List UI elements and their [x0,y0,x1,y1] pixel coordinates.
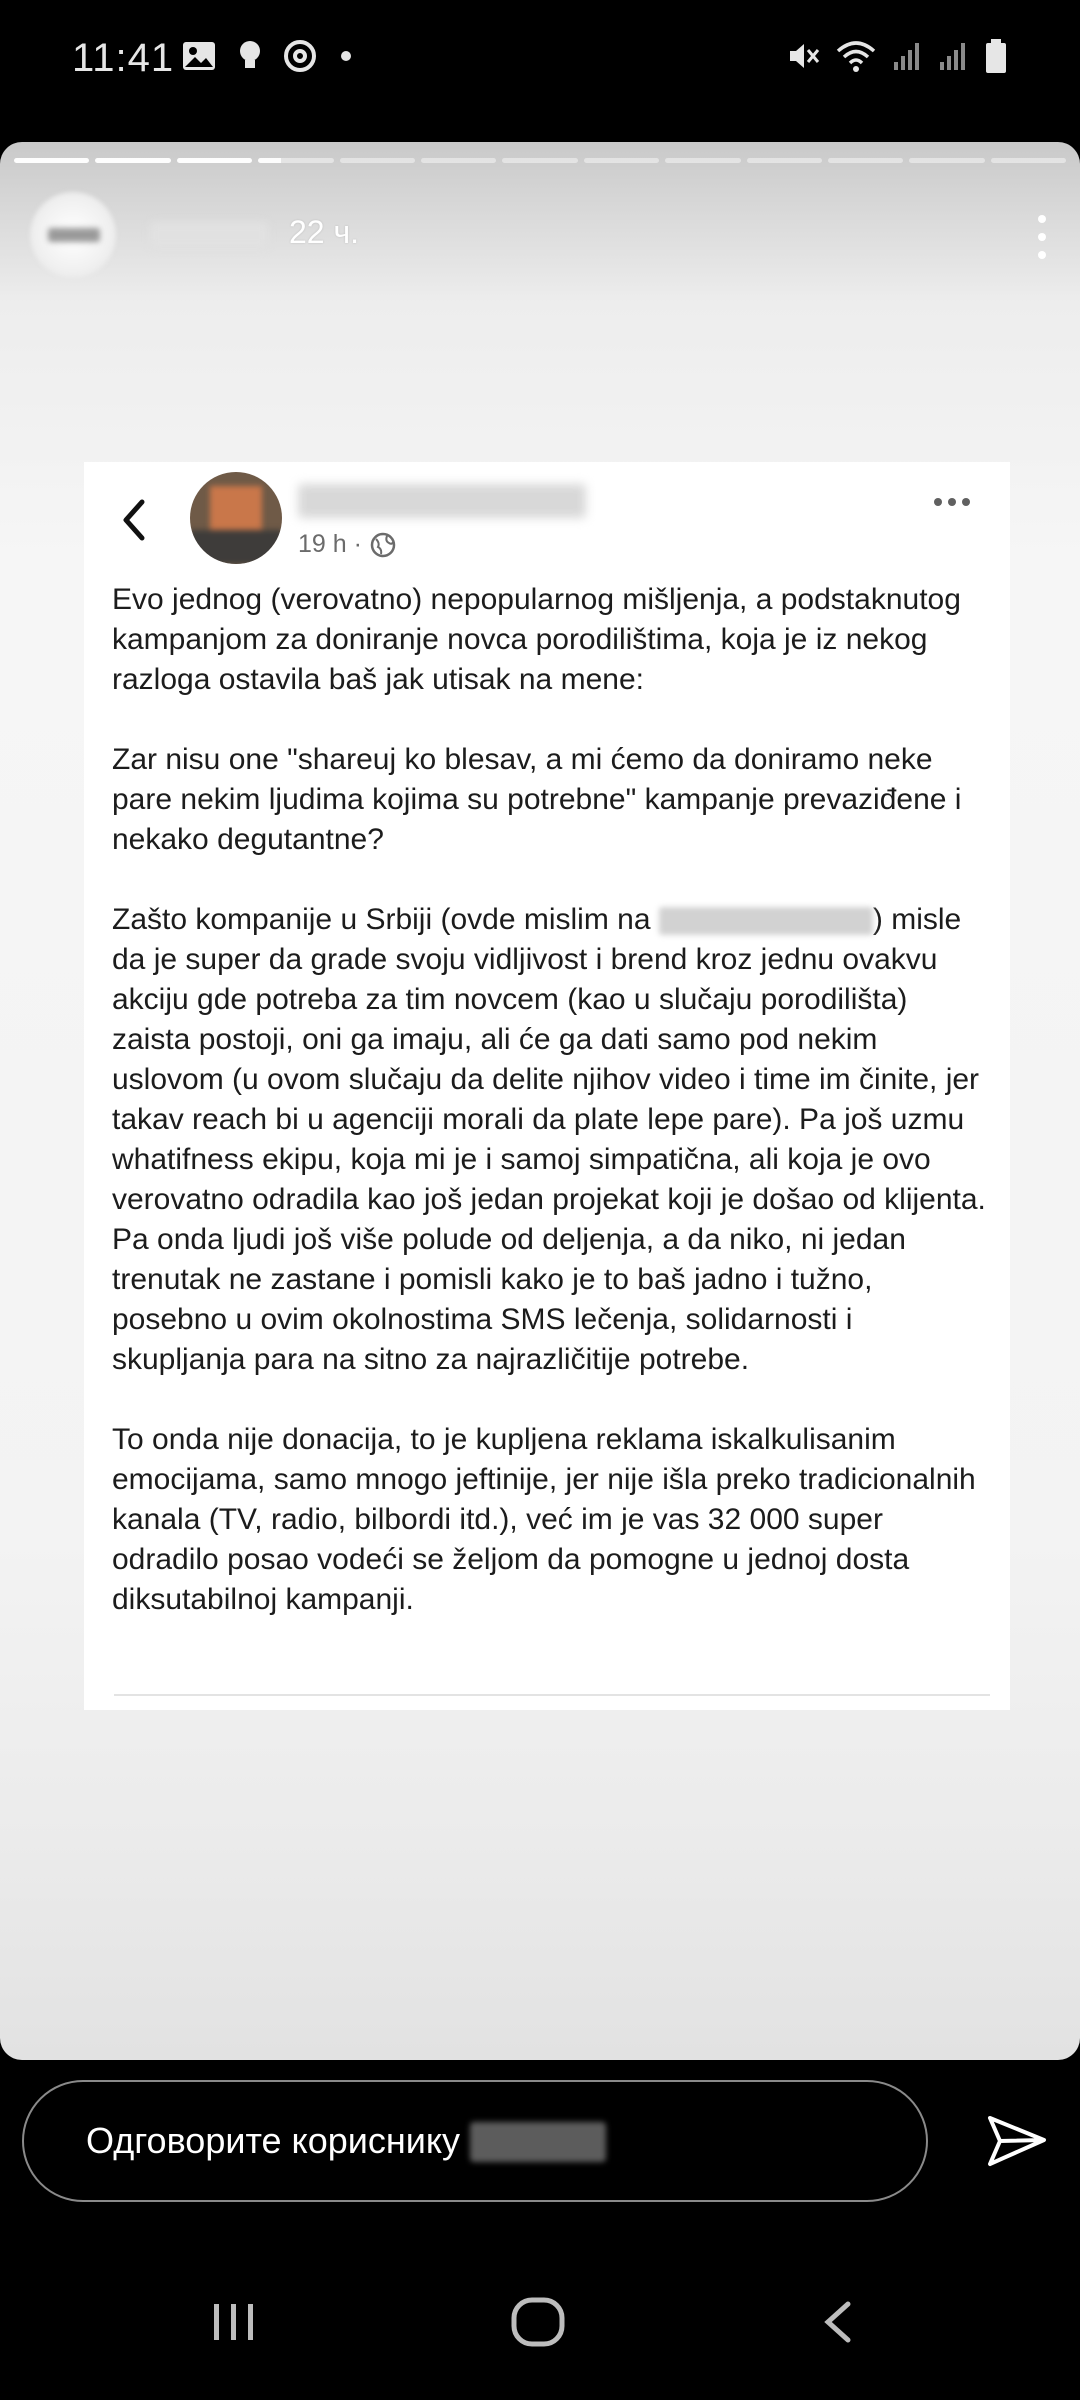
progress-segment [95,158,170,163]
story-viewer[interactable] [0,142,1080,2060]
story-time: 22 ч. [289,214,360,250]
progress-segment [665,158,740,163]
battery-icon [984,38,1008,74]
paragraph-body: misle da je super da grade svoju vidljivost i brend kroz jednu ovakvu akciju gde potreba za tim novcem (kao u slučaju porodilišta) zaista postoji, oni ga imaju, ali će ga dati samo pod nekim uslovom (u ovom slučaju da delite njihov video i time im činite, jer takav reach bi u agenciji morali da plate lepe pare). Pa još uzmu whatifness ekipu, koja mi je i samoj simpatična, ali koja je ovo verovatno odradila kao još jedan projekat koji je došao od klijenta. Pa onda ljudi još više polude od deljenja, a da niko, ni jedan trenutak ne zastane i pomisli kako je to baš jadno i tužno, posebno u ovim okolnostima SMS lečenja, solidarnosti i skupljanja para na sitno za najrazličitije potrebe. [112,903,986,1376]
status-time: 11:41 [72,36,175,80]
progress-segment [421,158,496,163]
post-paragraph [112,900,992,1380]
post-paragraph: Zar nisu one "shareuj ko blesav, a mi ćemo da doniramo neke pare nekim ljudima kojima su potrebne" kampanje prevaziđene i nekako degutantne? [112,743,962,856]
progress-segment [502,158,577,163]
recents-icon[interactable] [210,2300,258,2344]
reply-bar [0,2060,1080,2230]
gallery-icon [182,41,216,71]
signal-icon [892,40,922,72]
story-more-menu-icon[interactable] [1022,192,1062,282]
notification-icons [182,40,354,72]
progress-segment [909,158,984,163]
progress-segment [584,158,659,163]
progress-segment [14,158,89,163]
signal-icon [938,40,968,72]
paragraph-close: ) [872,903,883,936]
progress-segment [828,158,903,163]
globe-icon [370,532,396,558]
post-author-name-redacted [298,484,586,518]
status-bar [0,0,1080,125]
send-icon[interactable] [986,2110,1048,2172]
dot-icon [338,48,354,64]
system-icons [786,38,1008,74]
company-name-redacted [659,907,873,935]
mute-icon [786,39,820,73]
post-text [112,580,992,1660]
bulb-icon [238,40,262,72]
post-author-avatar [190,472,282,564]
progress-segment [177,158,252,163]
avatar-redaction [48,228,100,242]
back-arrow-icon [120,498,148,542]
wifi-icon [836,39,876,73]
reply-placeholder: Одговорите кориснику [86,2120,461,2161]
paragraph-lead: Zašto kompanije u Srbiji (ovde mislim na [112,903,651,936]
at-sign-icon [284,40,316,72]
back-icon[interactable] [820,2300,856,2344]
progress-segment [340,158,415,163]
story-progress [14,158,1066,163]
shared-post-screenshot [84,462,1010,1710]
post-time: 19 h · [298,530,362,558]
navigation-bar [0,2260,1080,2400]
home-icon[interactable] [510,2296,566,2348]
story-header [0,192,1080,282]
divider [114,1694,990,1696]
story-username-redacted[interactable] [150,222,268,248]
post-paragraph: To onda nije donacija, to je kupljena reklama iskalkulisanim emocijama, samo mnogo jeftinije, jer nije išla preko tradicionalnih kanala (TV, radio, bilbordi itd.), već im je vas 32 000 super odradilo posao vodeći se željom da pomogne u jednoj dosta diksutabilnoj kampanji. [112,1423,976,1616]
progress-segment [747,158,822,163]
post-more-icon [934,498,970,506]
progress-segment [258,158,333,163]
progress-segment [991,158,1066,163]
reply-input[interactable] [22,2080,928,2202]
reply-username-redacted [470,2122,606,2162]
post-meta [298,530,396,559]
post-paragraph: Evo jednog (verovatno) nepopularnog mišljenja, a podstaknutog kampanjom za doniranje novca porodilištima, koja je iz nekog razloga ostavila baš jak utisak na mene: [112,583,961,696]
